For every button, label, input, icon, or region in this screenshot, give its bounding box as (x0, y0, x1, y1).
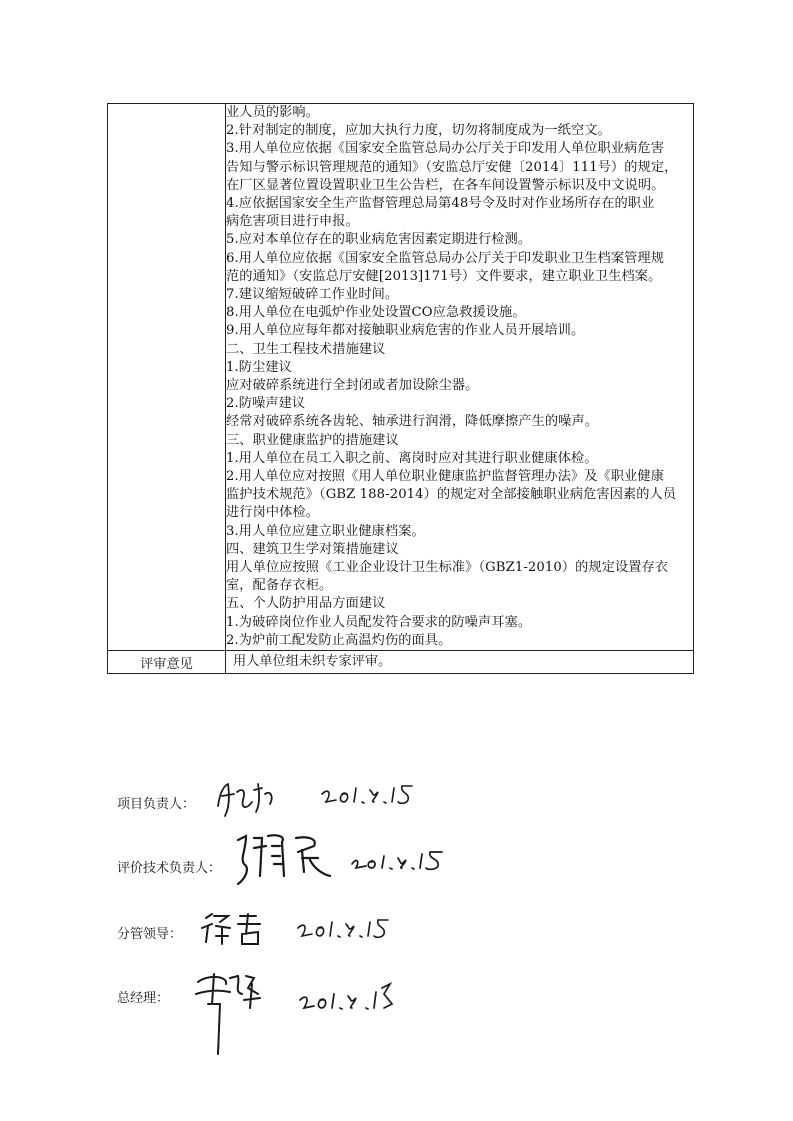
content-line: 范的通知》（安监总厅安健[2013]171号）文件要求，建立职业卫生档案。 (226, 268, 662, 284)
content-line: 室，配备存衣柜。 (226, 578, 333, 594)
general-manager-signature (168, 964, 428, 1064)
content-line: 3.用人单位应依据《国家安全监管总局办公厅关于印发用人单位职业病危害 (226, 141, 664, 157)
technical-leader-label: 评价技术负责人： (117, 861, 222, 876)
content-line: 2.用人单位应对按照《用人单位职业健康监护监督管理办法》及《职业健康 (226, 469, 664, 485)
content-line: 1.为破碎岗位作业人员配发符合要求的防噪声耳塞。 (226, 614, 532, 630)
content-line: 1.用人单位在员工入职之前、离岗时应对其进行职业健康体检。 (226, 450, 598, 466)
content-line: 8.用人单位在电弧炉作业处设置CO应急救援设施。 (226, 305, 526, 321)
content-line: 经常对破碎系统各齿轮、轴承进行润滑，降低摩擦产生的噪声。 (226, 414, 599, 430)
technical-leader-signature (232, 828, 492, 888)
deputy-leader-label: 分管领导： (117, 927, 183, 942)
content-row (108, 104, 694, 651)
content-line: 五、个人防护用品方面建议 (226, 596, 386, 612)
left-column-cell (108, 104, 226, 651)
deputy-leader-signature (198, 906, 408, 956)
content-line: 应对破碎系统进行全封闭或者加设除尘器。 (226, 378, 479, 394)
content-line: 告知与警示标识管理规范的通知》（安监总厅安健〔2014〕111号）的规定， (226, 159, 678, 175)
review-label: 评审意见 (108, 651, 226, 674)
content-line: 三、职业健康监护的措施建议 (226, 432, 399, 448)
content-line: 4.应依据国家安全生产监督管理总局第48号令及时对作业场所存在的职业 (226, 196, 655, 212)
content-line: 9.用人单位应每年都对接触职业病危害的作业人员开展培训。 (226, 323, 585, 339)
content-line: 5.应对本单位存在的职业病危害因素定期进行检测。 (226, 232, 532, 248)
review-text: 用人单位组未织专家评审。 (226, 651, 694, 674)
content-line: 6.用人单位应依据《国家安全监管总局办公厅关于印发职业卫生档案管理规 (226, 250, 664, 266)
project-leader-label: 项目负责人： (117, 797, 196, 812)
project-leader-signature (210, 772, 430, 822)
content-line: 2.为炉前工配发防止高温灼伤的面具。 (226, 632, 452, 648)
content-line: 在厂区显著位置设置职业卫生公告栏，在各车间设置警示标识及中文说明。 (226, 177, 665, 193)
content-line: 3.用人单位应建立职业健康档案。 (226, 523, 425, 539)
review-row (108, 651, 694, 674)
recommendations-table (107, 103, 694, 674)
content-line: 监护技术规范》（GBZ 188-2014）的规定对全部接触职业病危害因素的人员 (226, 487, 677, 503)
content-line: 2.防噪声建议 (226, 396, 306, 412)
content-line: 二、卫生工程技术措施建议 (226, 341, 386, 357)
recommendations-content (226, 104, 694, 651)
content-line: 用人单位应按照《工业企业设计卫生标准》（GBZ1-2010）的规定设置存衣 (226, 560, 669, 576)
content-line: 病危害项目进行申报。 (226, 214, 359, 230)
content-line: 进行岗中体检。 (226, 505, 320, 521)
content-line: 四、建筑卫生学对策措施建议 (226, 541, 399, 557)
content-line: 2.针对制定的制度，应加大执行力度，切勿将制度成为一纸空文。 (226, 123, 611, 139)
content-line: 7.建议缩短破碎工作业时间。 (226, 287, 399, 303)
content-line: 业人员的影响。 (226, 105, 320, 120)
content-line: 1.防尘建议 (226, 359, 292, 375)
general-manager-label: 总经理： (117, 991, 170, 1006)
